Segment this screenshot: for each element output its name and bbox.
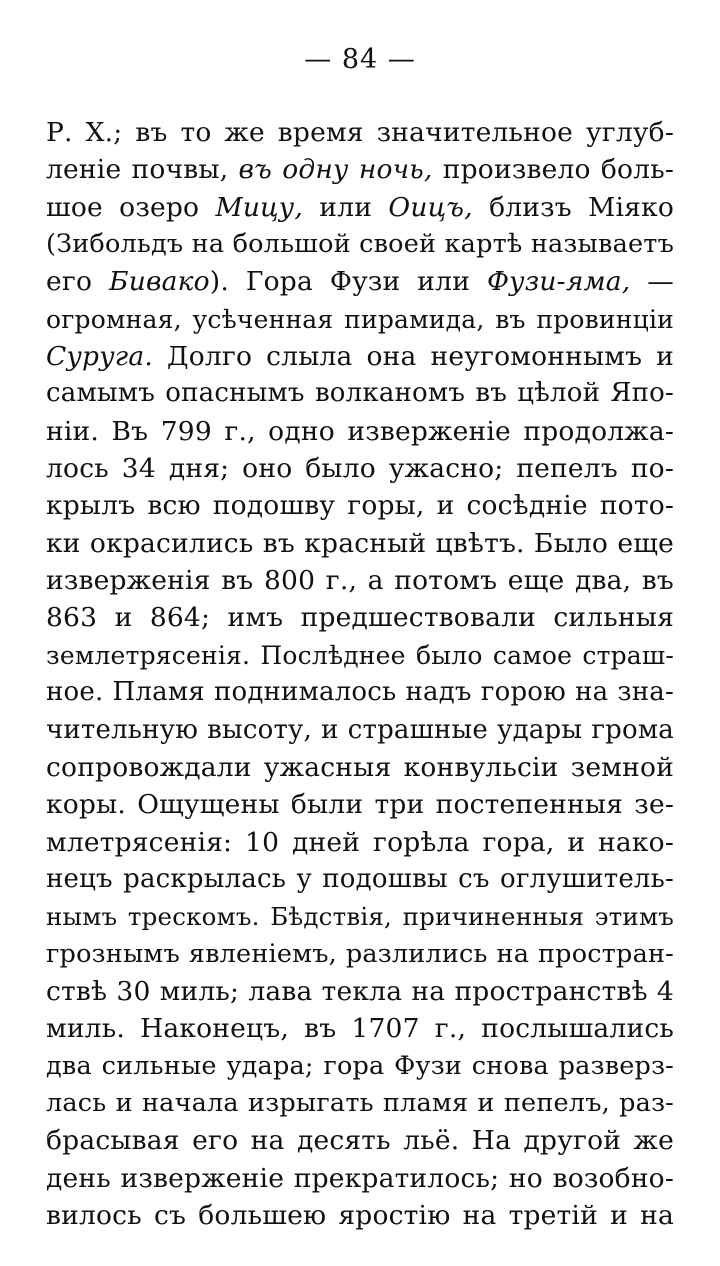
text-segment: ки окрасились въ красный цвѣтъ. Было еще xyxy=(46,527,674,559)
text-segment: леніе почвы, xyxy=(46,154,239,186)
text-segment: 863 и 864; имъ предшествовали сильныя xyxy=(46,602,674,634)
text-line xyxy=(46,898,674,935)
text-line xyxy=(46,301,674,338)
text-line xyxy=(46,786,674,823)
text-line xyxy=(46,749,674,786)
text-segment: день изверженіе прекратилось; но возобно- xyxy=(46,1162,674,1194)
text-line xyxy=(46,263,674,300)
text-line xyxy=(46,1048,674,1085)
text-segment: ное. Пламя поднималось надъ горою на зна- xyxy=(46,677,674,708)
text-segment: или xyxy=(303,191,389,223)
text-segment: землетрясенія. Послѣднее было самое страш- xyxy=(46,640,674,670)
text-segment: Долго слыла она неугомоннымъ и xyxy=(153,341,674,373)
text-segment: миль. Наконецъ, въ 1707 г., послышались xyxy=(46,1013,674,1045)
text-line xyxy=(46,599,674,636)
italic-text: Мицу, xyxy=(215,191,303,223)
text-line xyxy=(46,226,674,263)
text-line xyxy=(46,562,674,599)
text-segment: чительную высоту, и страшные удары грома xyxy=(46,714,674,745)
text-segment: коры. Ощущены были три постепенныя зе- xyxy=(46,789,674,821)
text-segment: произвело боль- xyxy=(432,154,674,186)
text-line xyxy=(46,674,674,711)
text-segment: лось 34 дня; оно было ужасно; пепелъ по- xyxy=(46,453,674,485)
text-line xyxy=(46,450,674,487)
text-segment: огромная, усѣченная пирамида, въ провинціи xyxy=(46,304,674,334)
text-line xyxy=(46,1010,674,1047)
text-line xyxy=(46,151,674,188)
text-segment: грознымъ явленіемъ, разлились на простран- xyxy=(46,938,674,969)
text-line xyxy=(46,824,674,861)
text-line xyxy=(46,189,674,226)
text-segment: ствѣ 30 миль; лава текла на пространствѣ 4 xyxy=(46,975,674,1007)
text-segment: ). Гора Фузи или xyxy=(209,266,487,298)
text-segment: вилось съ большею яростію на третій и на xyxy=(46,1199,674,1231)
text-segment: — xyxy=(630,266,674,298)
text-line xyxy=(46,487,674,524)
text-line xyxy=(46,1085,674,1122)
text-line xyxy=(46,861,674,898)
text-line xyxy=(46,1122,674,1159)
text-segment: млетрясенія: 10 дней горѣла гора, и нако- xyxy=(46,826,674,858)
italic-text: Бивако xyxy=(109,266,210,298)
text-line xyxy=(46,1160,674,1197)
text-line xyxy=(46,973,674,1010)
text-line xyxy=(46,525,674,562)
text-segment: брасывая его на десять льё. На другой же xyxy=(46,1125,674,1157)
text-segment: лась и начала изрыгать пламя и пепелъ, раз- xyxy=(46,1087,674,1118)
text-segment: (Зибольдъ на большой своей картѣ называетъ xyxy=(46,229,674,260)
body-text xyxy=(46,114,674,1234)
italic-text: Суруга. xyxy=(46,341,153,373)
text-line xyxy=(46,114,674,151)
text-segment: ніи. Въ 799 г., одно изверженіе продолжа- xyxy=(46,415,674,447)
text-line xyxy=(46,338,674,375)
text-segment: нецъ раскрылась у подошвы съ оглушитель- xyxy=(46,863,674,894)
text-segment: близъ Міяко xyxy=(472,191,674,223)
text-segment: крылъ всю подошву горы, и сосѣдніе пото- xyxy=(46,490,674,522)
text-segment: самымъ опаснымъ волканомъ въ цѣлой Япо- xyxy=(46,378,674,409)
text-segment: два сильные удара; гора Фузи снова разверз- xyxy=(46,1050,674,1081)
text-line xyxy=(46,936,674,973)
text-line xyxy=(46,1197,674,1234)
text-line xyxy=(46,413,674,450)
page-number: — 84 — xyxy=(304,44,416,75)
text-segment: нымъ трескомъ. Бѣдствія, причиненныя этимъ xyxy=(46,902,674,932)
italic-text: Оицъ, xyxy=(388,191,473,223)
italic-text: Фузи-яма, xyxy=(486,266,631,298)
text-line xyxy=(46,375,674,412)
text-segment: сопровождали ужасныя конвульсіи земной xyxy=(46,751,674,783)
text-line xyxy=(46,637,674,674)
text-segment: Р. X.; въ то же время значительное углуб- xyxy=(46,117,674,148)
text-line xyxy=(46,712,674,749)
italic-text: въ одну ночь, xyxy=(238,154,433,186)
text-segment: его xyxy=(46,266,110,298)
text-segment: изверженія въ 800 г., а потомъ еще два, въ xyxy=(46,565,674,597)
text-segment: шое озеро xyxy=(46,191,216,223)
